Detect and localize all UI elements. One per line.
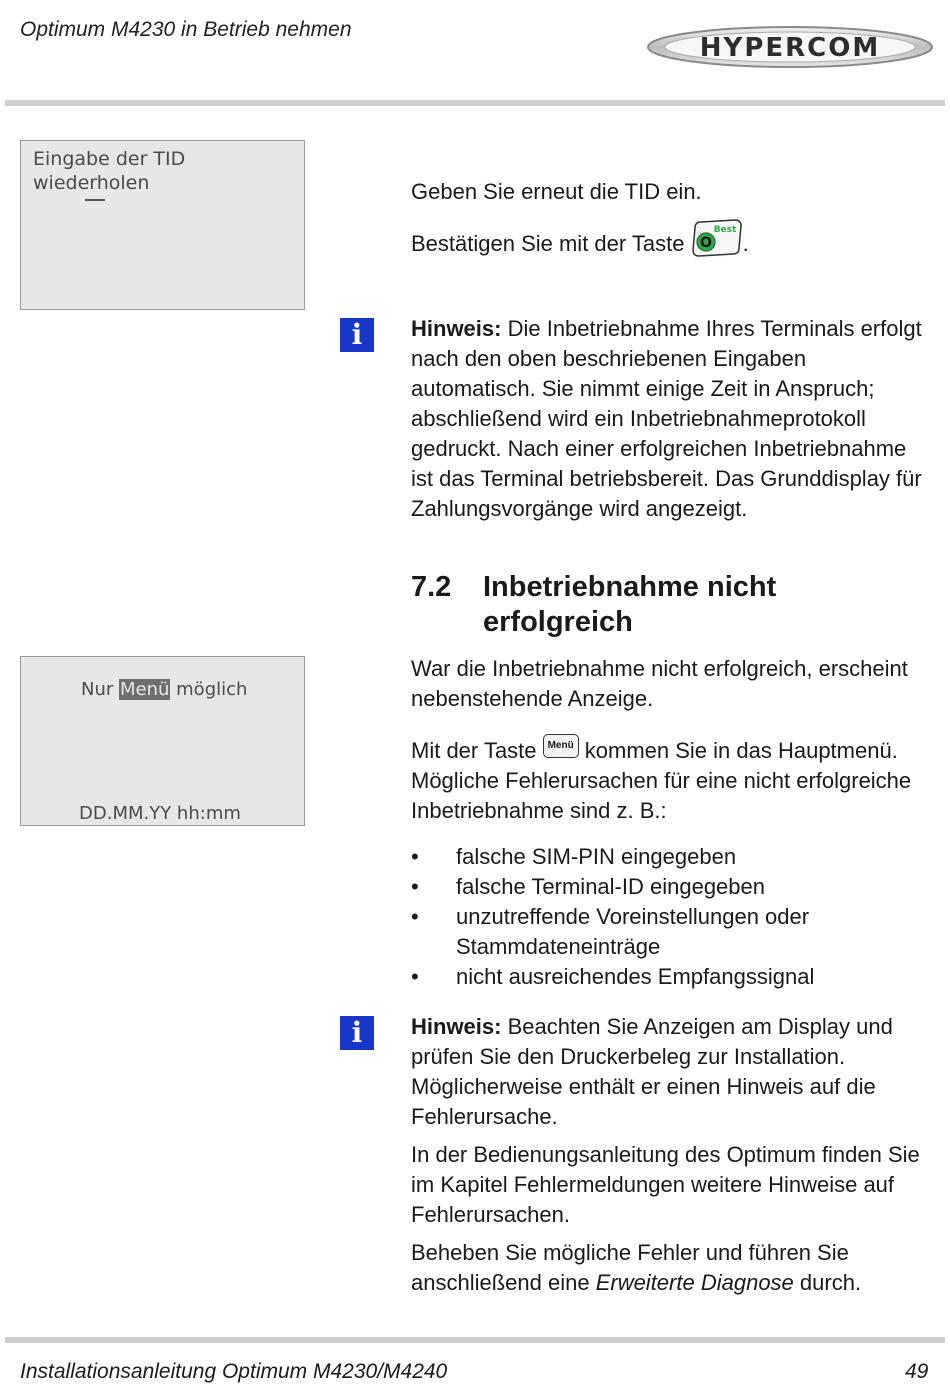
list-item: • nicht ausreichendes Empfangssignal: [411, 962, 931, 992]
svg-text:O: O: [699, 235, 712, 252]
error-causes-list: [411, 842, 931, 992]
terminal-display-menu: [20, 656, 305, 826]
section-title: Inbetriebnahme nicht erfolgreich: [483, 571, 777, 638]
display-menu-highlight: Menü: [120, 679, 170, 700]
step-text-1: Geben Sie erneut die TID ein.: [411, 179, 702, 204]
info-icon: i: [340, 318, 374, 352]
menu-key-icon: Menü: [543, 734, 579, 758]
step-instructions: [411, 177, 931, 259]
header-rule: [5, 100, 945, 106]
svg-text:Best: Best: [713, 225, 736, 236]
note-1-label: Hinweis:: [411, 316, 502, 341]
info-icon: i: [340, 1016, 374, 1050]
section-body: [411, 654, 931, 826]
step-text-2-pre: Bestätigen Sie mit der Taste: [411, 231, 691, 256]
note-1-text: Die Inbetriebnahme Ihres Terminals erfolgt nach den oben beschriebenen Eingaben automatisch. Sie nimmt einige Zeit in Anspruch; abschließend wird ein Inbetriebnahmeprotokoll gedruckt. Nach einer erfolgreichen Inbetriebnahme ist das Terminal betriebsbereit. Das Grunddisplay für Zahlungsvorgänge wird angezeigt.: [411, 316, 922, 521]
display-text: Eingabe der TID wiederholen: [33, 148, 186, 194]
note-1: [411, 314, 931, 524]
list-item: • falsche SIM-PIN eingegeben: [411, 842, 931, 872]
best-key-icon: [691, 218, 743, 258]
list-item: • falsche Terminal-ID eingegeben: [411, 872, 931, 902]
note-2-paragraph-2: In der Bedienungsanleitung des Optimum finden Sie im Kapitel Fehlermeldungen weitere Hinweise auf Fehlerursachen.: [411, 1142, 920, 1227]
list-item: • unzutreffende Voreinstellungen oder Stammdateneinträge: [411, 902, 931, 962]
note-2: [411, 1012, 931, 1298]
section-paragraph-1: War die Inbetriebnahme nicht erfolgreich, erscheint nebenstehende Anzeige.: [411, 656, 908, 711]
display-line-2: DD.MM.YY hh:mm: [79, 803, 241, 824]
logo-text: HYPERCOM: [699, 33, 881, 63]
note-2-paragraph-3: Beheben Sie mögliche Fehler und führen Sie anschließend eine Erweiterte Diagnose durch.: [411, 1240, 862, 1295]
note-2-text: Beachten Sie Anzeigen am Display und prüfen Sie den Druckerbeleg zur Installation. Möglicherweise enthält er einen Hinweis auf die Fehlerursache.: [411, 1014, 893, 1129]
section-paragraph-2: Mit der Taste Menü kommen Sie in das Hauptmenü. Mögliche Fehlerursachen für eine nicht erfolgreiche Inbetriebnahme sind z. B.:: [411, 736, 931, 826]
hypercom-logo: [645, 24, 935, 70]
step-text-2: [411, 225, 931, 259]
display-line-1: Nur Menü möglich: [81, 679, 248, 700]
section-number: 7.2: [411, 571, 452, 603]
page-header-title: Optimum M4230 in Betrieb nehmen: [20, 18, 352, 41]
step-text-2-post: .: [742, 231, 749, 256]
terminal-display-tid: [20, 140, 305, 310]
page-number: 49: [905, 1360, 929, 1383]
note-2-label: Hinweis:: [411, 1014, 502, 1039]
display-cursor: [85, 199, 105, 201]
footer-title: Installationsanleitung Optimum M4230/M4240: [20, 1360, 448, 1383]
diagnose-emphasis: Erweiterte Diagnose: [595, 1270, 794, 1295]
footer-rule: [5, 1337, 945, 1343]
